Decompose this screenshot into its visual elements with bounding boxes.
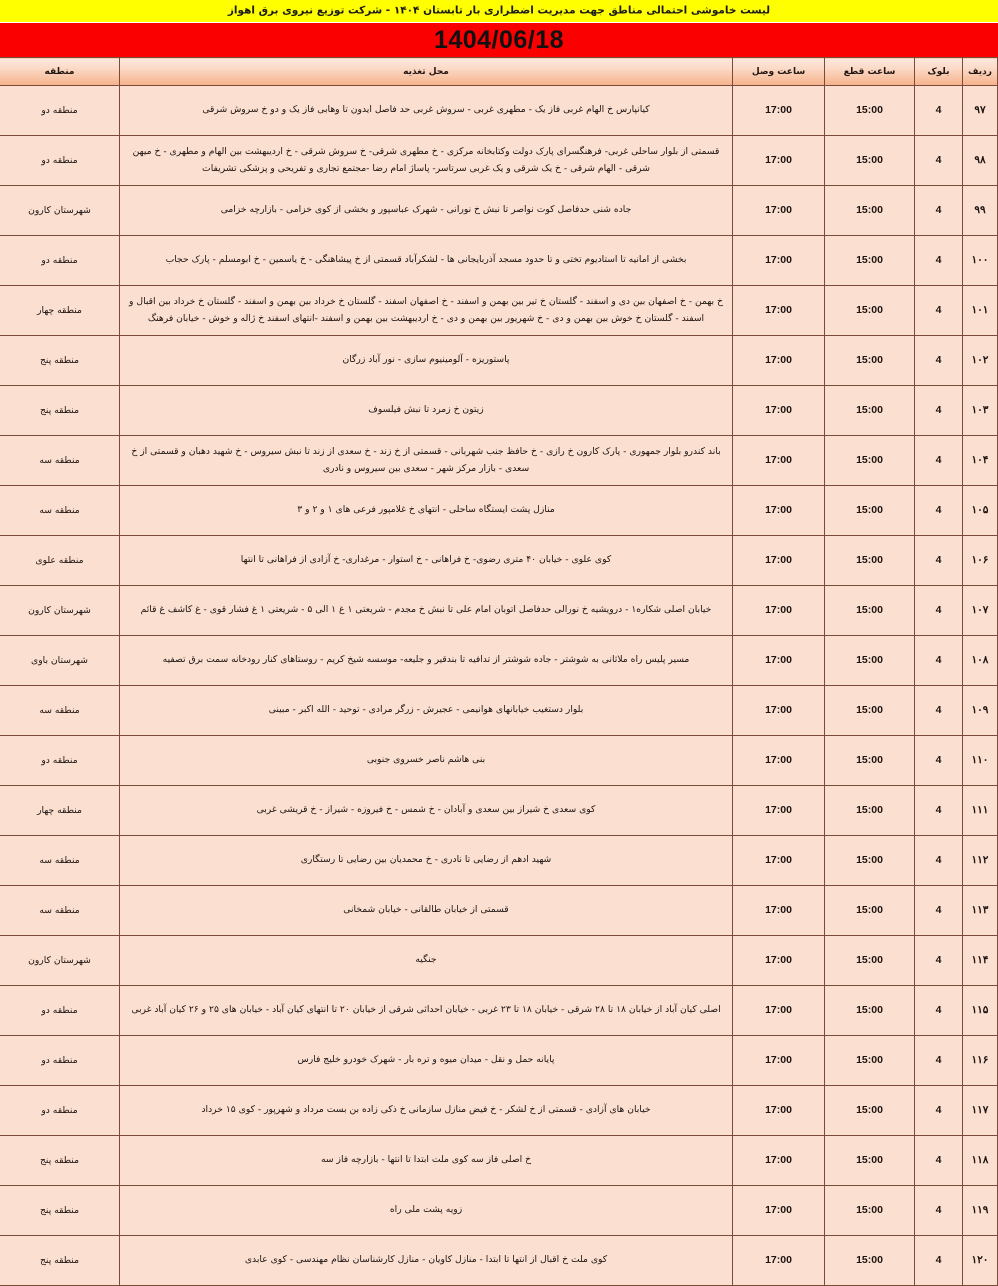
row-cut-time-cell: 15:00 — [825, 1186, 915, 1236]
row-region-cell: منطقه چهار — [0, 786, 120, 836]
row-description-cell: پاستوریزه - آلومینیوم سازی - نور آباد زرگان — [120, 336, 733, 386]
row-cut-time-cell: 15:00 — [825, 686, 915, 736]
row-block-cell: 4 — [915, 786, 963, 836]
row-description-cell: قسمتی از خیابان طالقانی - خیابان شمخانی — [120, 886, 733, 936]
row-block-cell: 4 — [915, 286, 963, 336]
row-restore-time-cell: 17:00 — [733, 1236, 825, 1286]
row-cut-time-cell: 15:00 — [825, 136, 915, 186]
row-region-cell: منطقه دو — [0, 236, 120, 286]
row-block-cell: 4 — [915, 886, 963, 936]
row-description-cell: خیابان های آزادی - قسمتی از خ لشکر - خ فیض منازل سازمانی خ ذکی زاده بن بست مرداد و شهرپور - کوی ۱۵ خرداد — [120, 1086, 733, 1136]
row-cut-time-cell: 15:00 — [825, 1086, 915, 1136]
table-row — [0, 786, 998, 836]
table-row — [0, 286, 998, 336]
row-region-cell: منطقه چهار — [0, 286, 120, 336]
table-row — [0, 886, 998, 936]
table-row — [0, 1086, 998, 1136]
column-header-region: منطقه — [0, 58, 120, 86]
row-index-cell: ۱۰۳ — [963, 386, 998, 436]
row-restore-time-cell: 17:00 — [733, 1036, 825, 1086]
row-region-cell: منطقه پنج — [0, 1136, 120, 1186]
row-restore-time-cell: 17:00 — [733, 586, 825, 636]
row-cut-time-cell: 15:00 — [825, 336, 915, 386]
row-description-cell: زویه پشت ملی راه — [120, 1186, 733, 1236]
column-header-block: بلوک — [915, 58, 963, 86]
row-description-cell: منازل پشت ایستگاه ساحلی - انتهای خ غلامپور فرعی های ۱ و ۲ و ۳ — [120, 486, 733, 536]
row-block-cell: 4 — [915, 336, 963, 386]
column-header-index: ردیف — [963, 58, 998, 86]
row-index-cell: ۱۰۴ — [963, 436, 998, 486]
row-index-cell: ۱۱۹ — [963, 1186, 998, 1236]
row-restore-time-cell: 17:00 — [733, 286, 825, 336]
row-region-cell: شهرستان کارون — [0, 586, 120, 636]
row-block-cell: 4 — [915, 1236, 963, 1286]
table-row — [0, 686, 998, 736]
row-restore-time-cell: 17:00 — [733, 536, 825, 586]
row-region-cell: منطقه دو — [0, 136, 120, 186]
table-row — [0, 1236, 998, 1286]
row-block-cell: 4 — [915, 186, 963, 236]
row-description-cell: کوی سعدی خ شیراز بین سعدی و آبادان - خ شمس - خ فیروزه - شیراز - خ قریشی غربی — [120, 786, 733, 836]
row-index-cell: ۱۱۶ — [963, 1036, 998, 1086]
row-cut-time-cell: 15:00 — [825, 286, 915, 336]
table-row — [0, 536, 998, 586]
row-index-cell: ۱۰۵ — [963, 486, 998, 536]
row-region-cell: منطقه سه — [0, 436, 120, 486]
row-cut-time-cell: 15:00 — [825, 936, 915, 986]
row-description-cell: باند کندرو بلوار جمهوری - پارک کارون خ رازی - خ حافظ جنب شهربانی - قسمتی از خ زند - خ سعدی از زند تا نبش سیروس - خ شهید دهبان و قسمتی از خ سعدی - بازار مرکز شهر - سعدی بین سیروس و نادری — [120, 436, 733, 486]
row-block-cell: 4 — [915, 86, 963, 136]
row-description-cell: اصلی کیان آباد از خیابان ۱۸ تا ۲۸ شرقی - خیابان ۱۸ تا ۲۳ غربی - خیابان احداثی شرقی از خیابان ۲۰ تا انتهای کیان آباد - خیابان های ۲۵ و ۲۶ کیان آباد غربی — [120, 986, 733, 1036]
row-block-cell: 4 — [915, 686, 963, 736]
row-index-cell: ۹۸ — [963, 136, 998, 186]
row-region-cell: منطقه دو — [0, 736, 120, 786]
row-cut-time-cell: 15:00 — [825, 636, 915, 686]
document-date-band — [0, 22, 998, 57]
row-description-cell: کوی علوی - خیابان ۴۰ متری رضوی- خ فراهانی - خ استوار - مرغداری- خ آزادی از فراهانی تا انتها — [120, 536, 733, 586]
row-restore-time-cell: 17:00 — [733, 386, 825, 436]
row-description-cell: بلوار دستغیب خیابانهای هوانیمی - عجیرش - زرگر مرادی - توحید - الله اکبر - مبینی — [120, 686, 733, 736]
row-restore-time-cell: 17:00 — [733, 836, 825, 886]
schedule-date: 1404/06/18 — [433, 25, 565, 54]
row-index-cell: ۱۱۲ — [963, 836, 998, 886]
table-row — [0, 236, 998, 286]
row-region-cell: منطقه پنج — [0, 386, 120, 436]
row-restore-time-cell: 17:00 — [733, 1086, 825, 1136]
row-block-cell: 4 — [915, 736, 963, 786]
row-block-cell: 4 — [915, 1136, 963, 1186]
row-description-cell: بخشی از امانیه تا استادیوم تختی و تا حدود مسجد آذربایجانی ها - لشکرآباد قسمتی از خ پیشاهنگی - خ یاسمین - خ ابومسلم - پارک حجاب — [120, 236, 733, 286]
page-title: لیست خاموشی احتمالی مناطق جهت مدیریت اضطراری بار تابستان ۱۴۰۴ - شرکت توزیع نیروی برق اهواز — [227, 4, 771, 17]
row-cut-time-cell: 15:00 — [825, 1136, 915, 1186]
row-restore-time-cell: 17:00 — [733, 986, 825, 1036]
table-row — [0, 586, 998, 636]
row-index-cell: ۱۱۵ — [963, 986, 998, 1036]
row-index-cell: ۱۱۷ — [963, 1086, 998, 1136]
row-description-cell: جاده شنی حدفاصل کوت نواصر تا نبش خ نورانی - شهرک عباسپور و بخشی از کوی خزامی - بازارچه خزامی — [120, 186, 733, 236]
row-restore-time-cell: 17:00 — [733, 1136, 825, 1186]
table-row — [0, 436, 998, 486]
table-row — [0, 936, 998, 986]
row-cut-time-cell: 15:00 — [825, 486, 915, 536]
row-description-cell: شهید ادهم از رضایی تا نادری - خ محمدیان بین رضایی تا رستگاری — [120, 836, 733, 886]
table-row — [0, 336, 998, 386]
table-row — [0, 836, 998, 886]
row-block-cell: 4 — [915, 936, 963, 986]
row-index-cell: ۱۰۰ — [963, 236, 998, 286]
row-region-cell: منطقه دو — [0, 1036, 120, 1086]
row-index-cell: ۱۰۷ — [963, 586, 998, 636]
row-cut-time-cell: 15:00 — [825, 1036, 915, 1086]
row-restore-time-cell: 17:00 — [733, 686, 825, 736]
row-index-cell: ۱۱۸ — [963, 1136, 998, 1186]
table-row — [0, 136, 998, 186]
row-restore-time-cell: 17:00 — [733, 436, 825, 486]
table-row — [0, 636, 998, 686]
row-block-cell: 4 — [915, 386, 963, 436]
row-restore-time-cell: 17:00 — [733, 786, 825, 836]
table-header-row — [0, 58, 998, 86]
row-cut-time-cell: 15:00 — [825, 886, 915, 936]
column-header-cut-time: ساعت قطع — [825, 58, 915, 86]
row-index-cell: ۱۰۶ — [963, 536, 998, 586]
row-block-cell: 4 — [915, 236, 963, 286]
row-restore-time-cell: 17:00 — [733, 86, 825, 136]
row-region-cell: شهرستان کارون — [0, 186, 120, 236]
row-cut-time-cell: 15:00 — [825, 186, 915, 236]
outage-table — [0, 57, 998, 1286]
row-block-cell: 4 — [915, 486, 963, 536]
row-block-cell: 4 — [915, 1086, 963, 1136]
table-row — [0, 1136, 998, 1186]
row-region-cell: منطقه دو — [0, 986, 120, 1036]
row-region-cell: منطقه پنج — [0, 1236, 120, 1286]
row-cut-time-cell: 15:00 — [825, 236, 915, 286]
row-block-cell: 4 — [915, 636, 963, 686]
row-index-cell: ۹۹ — [963, 186, 998, 236]
row-index-cell: ۱۲۰ — [963, 1236, 998, 1286]
row-cut-time-cell: 15:00 — [825, 436, 915, 486]
row-region-cell: شهرستان کارون — [0, 936, 120, 986]
table-row — [0, 986, 998, 1036]
row-description-cell: جنگیه — [120, 936, 733, 986]
table-row — [0, 486, 998, 536]
row-restore-time-cell: 17:00 — [733, 236, 825, 286]
table-row — [0, 1036, 998, 1086]
row-region-cell: منطقه پنج — [0, 1186, 120, 1236]
row-description-cell: مسیر پلیس راه ملاثانی به شوشتر - جاده شوشتر از تدافیه تا بندقیر و جلیعه- موسسه شیخ کریم - روستاهای کنار رودخانه سمت برق تصفیه — [120, 636, 733, 686]
row-region-cell: شهرستان باوی — [0, 636, 120, 686]
row-cut-time-cell: 15:00 — [825, 986, 915, 1036]
row-region-cell: منطقه دو — [0, 86, 120, 136]
row-cut-time-cell: 15:00 — [825, 536, 915, 586]
row-block-cell: 4 — [915, 986, 963, 1036]
row-cut-time-cell: 15:00 — [825, 86, 915, 136]
row-restore-time-cell: 17:00 — [733, 936, 825, 986]
row-region-cell: منطقه سه — [0, 836, 120, 886]
row-region-cell: منطقه سه — [0, 686, 120, 736]
row-index-cell: ۱۱۳ — [963, 886, 998, 936]
row-restore-time-cell: 17:00 — [733, 186, 825, 236]
column-header-restore-time: ساعت وصل — [733, 58, 825, 86]
row-description-cell: پایانه حمل و نقل - میدان میوه و تره بار - شهرک خودرو خلیج فارس — [120, 1036, 733, 1086]
row-cut-time-cell: 15:00 — [825, 1236, 915, 1286]
row-block-cell: 4 — [915, 136, 963, 186]
row-cut-time-cell: 15:00 — [825, 786, 915, 836]
row-region-cell: منطقه سه — [0, 886, 120, 936]
column-header-description: محل تغذیه — [120, 58, 733, 86]
table-row — [0, 1186, 998, 1236]
row-index-cell: ۱۱۰ — [963, 736, 998, 786]
row-block-cell: 4 — [915, 836, 963, 886]
row-block-cell: 4 — [915, 586, 963, 636]
table-body — [0, 86, 998, 1286]
row-description-cell: خ اصلی فاز سه کوی ملت ابتدا تا انتها - بازارچه فاز سه — [120, 1136, 733, 1186]
row-restore-time-cell: 17:00 — [733, 1186, 825, 1236]
table-header — [0, 58, 998, 86]
row-description-cell: قسمتی از بلوار ساحلی غربی- فرهنگسرای پارک دولت وکتابخانه مرکزی - خ مطهری شرقی- خ سروش شرقی - خ اردیبهشت بین الهام و مطهری - خ میهن شرقی - الهام شرقی - خ یک شرقی و یک غربی سرتاسر- پاساژ امام رضا -مجتمع تجاری و تفریحی و پزشکی تشریفات — [120, 136, 733, 186]
row-region-cell: منطقه علوی — [0, 536, 120, 586]
row-restore-time-cell: 17:00 — [733, 486, 825, 536]
table-row — [0, 186, 998, 236]
row-description-cell: خ بهمن - خ اصفهان بین دی و اسفند - گلستان خ تیر بین بهمن و اسفند - خ اصفهان اسفند - گلستان خ خرداد بین بهمن و اسفند - گلستان خ خرداد بین اقبال و اسفند - گلستان خ خوش بین بهمن و دی - خ شهریور بین بهمن و دی - خ اردیبهشت بین بهمن و اسفند -انتهای اسفند خ ژاله و خوش - خیابان فرهنگ — [120, 286, 733, 336]
row-block-cell: 4 — [915, 1036, 963, 1086]
row-index-cell: ۱۰۱ — [963, 286, 998, 336]
row-block-cell: 4 — [915, 436, 963, 486]
table-row — [0, 386, 998, 436]
row-index-cell: ۱۱۴ — [963, 936, 998, 986]
row-region-cell: منطقه پنج — [0, 336, 120, 386]
row-block-cell: 4 — [915, 536, 963, 586]
row-index-cell: ۹۷ — [963, 86, 998, 136]
table-row — [0, 86, 998, 136]
row-description-cell: زیتون خ زمرد تا نبش فیلسوف — [120, 386, 733, 436]
row-index-cell: ۱۰۹ — [963, 686, 998, 736]
document-title-band — [0, 0, 998, 22]
row-restore-time-cell: 17:00 — [733, 136, 825, 186]
row-description-cell: کوی ملت خ اقبال از انتها تا ابتدا - منازل کاویان - منازل کارشناسان نظام مهندسی - کوی عابدی — [120, 1236, 733, 1286]
row-cut-time-cell: 15:00 — [825, 736, 915, 786]
row-cut-time-cell: 15:00 — [825, 386, 915, 436]
row-restore-time-cell: 17:00 — [733, 886, 825, 936]
row-index-cell: ۱۱۱ — [963, 786, 998, 836]
row-cut-time-cell: 15:00 — [825, 836, 915, 886]
row-description-cell: کیانپارس خ الهام غربی فاز یک - مطهری غربی - سروش غربی حد فاصل ایدون تا وهابی فاز یک و دو خ سروش شرقی — [120, 86, 733, 136]
row-region-cell: منطقه سه — [0, 486, 120, 536]
row-region-cell: منطقه دو — [0, 1086, 120, 1136]
row-restore-time-cell: 17:00 — [733, 336, 825, 386]
row-restore-time-cell: 17:00 — [733, 636, 825, 686]
row-block-cell: 4 — [915, 1186, 963, 1236]
row-index-cell: ۱۰۲ — [963, 336, 998, 386]
row-description-cell: خیابان اصلی شکاره۱ - درویشیه خ نورالی حدفاصل اتوبان امام علی تا نبش خ مجدم - شریعتی ۱ غ ۱ الی ۵ - شریعتی ۱ غ فشار قوی - غ کاشف غ قائم — [120, 586, 733, 636]
row-description-cell: بنی هاشم ناصر خسروی جنوبی — [120, 736, 733, 786]
row-restore-time-cell: 17:00 — [733, 736, 825, 786]
row-index-cell: ۱۰۸ — [963, 636, 998, 686]
row-cut-time-cell: 15:00 — [825, 586, 915, 636]
table-row — [0, 736, 998, 786]
